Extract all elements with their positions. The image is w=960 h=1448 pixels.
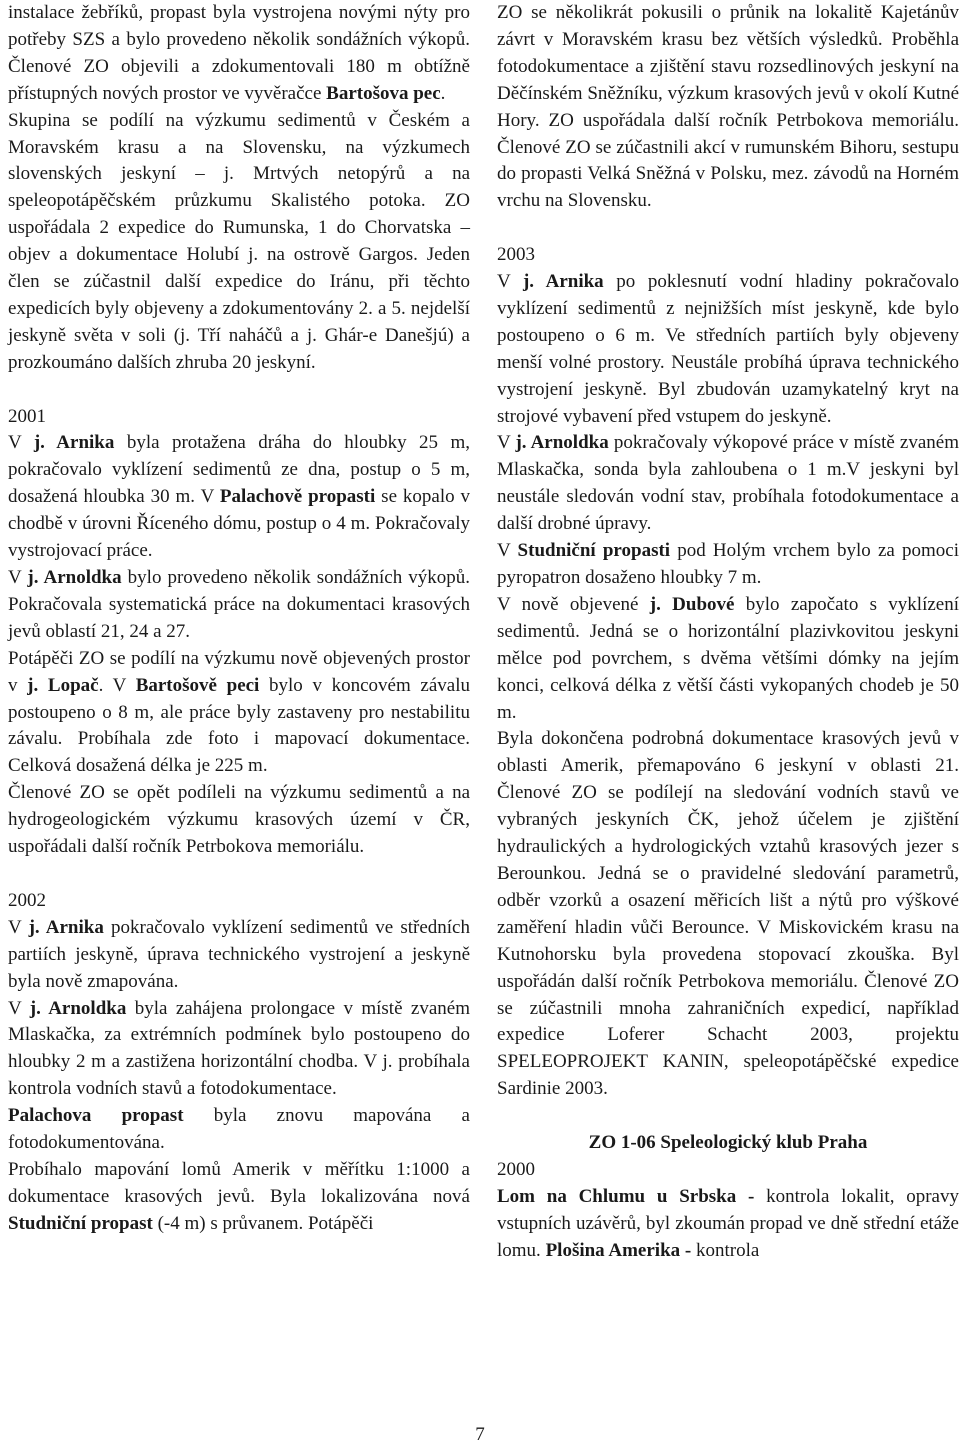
text-run: Skupina se podílí na výzkumu sedimentů v Českém a Moravském krasu a na Slovensku, na výzkumech slovenských jeskyní – j. Mrtvých netopýrů a na speleopotápěčském průzkumu Skalistého potoka. ZO uspořádala 2 expedice do Rumunska, 1 do Chorvatska – objev a dokumentace Holubí j. na ostrově Gargos. Jeden člen se zúčastnil další expedice do Iránu, při těchto expedicích byly objeveny a zdokumentovány 2. a 5. nejdelší jeskyně světa v soli (j. Tří naháčů a j. Ghár-e Danešjú) a prozkoumáno dalších zhruba 20 jeskyní. <box>8 109 470 373</box>
bold-term: j. Arnika <box>28 916 104 938</box>
bold-term: Palachova propast <box>8 1105 184 1127</box>
text-run: . <box>440 82 446 104</box>
bold-term: Bartošova pec <box>326 82 441 104</box>
paragraph <box>8 780 470 861</box>
bold-term: j. Dubové <box>649 593 735 615</box>
text-run: bylo započato s vyklízení sedimentů. Jedná se o horizontální plazivkovitou jeskyni mělce pod povrchem, s dvěma většími dómky na jejím konci, celková délka z větší části vykopaných chodeb je 50 m. <box>497 593 960 723</box>
text-run: byla protažena dráha do hloubky 25 m, pokračovalo vyklízení sedimentů ze dna, postup o 5 m, dosažená hloubka 30 m. V <box>8 432 470 508</box>
text-run: instalace žebříků, propast byla vystrojena novými nýty pro potřeby SZS a bylo provedeno několik sondážních výkopů. Členové ZO objevili a zdokumentovali 180 m obtížně přístupných nových prostor ve vyvěračce <box>8 2 470 104</box>
spacer <box>8 377 470 404</box>
text-run: pokračovalo vyklízení sedimentů ve středních partiích jeskyně, úprava technického vystrojení a jeskyně byla nově zmapována. <box>8 916 470 992</box>
paragraph <box>497 592 959 727</box>
text-run: V <box>497 540 518 562</box>
bold-term: Bartošově peci <box>135 674 260 696</box>
paragraph <box>8 646 470 781</box>
spacer <box>497 215 959 242</box>
text-run: V <box>497 432 516 454</box>
paragraph <box>8 430 470 565</box>
year-heading: 2002 <box>8 889 46 911</box>
paragraph <box>497 1184 959 1265</box>
bold-term: j. Arnoldka <box>27 567 122 589</box>
paragraph <box>8 1103 470 1157</box>
text-run: V <box>8 916 29 938</box>
section-heading: ZO 1-06 Speleologický klub Praha <box>588 1132 868 1154</box>
text-run: po poklesnutí vodní hladiny pokračovalo vyklízení sedimentů z nejnižších míst jeskyně, kde bylo postoupeno o 6 m. Ve středních partiích byly objeveny menší volné prostory. Neustále probíhá úprava technického vystrojení jeskyně. Byl zbudován uzamykatelný kryt na strojové vybavení před vstupem do jeskyně. <box>497 271 959 427</box>
text-run: bylo v koncovém závalu postoupeno o 8 m, ale práce byly zastaveny pro nestabilitu závalu. Probíhala zde foto i mapovací dokumentace. Celková dosažená délka je 225 m. <box>8 674 470 777</box>
bold-term: j. Arnoldka <box>515 432 609 454</box>
spacer <box>8 861 470 888</box>
paragraph <box>497 0 959 215</box>
text-run: V <box>8 567 28 589</box>
paragraph <box>8 108 470 377</box>
text-run: bylo provedeno několik sondážních výkopů. Pokračovala systematická práce na dokumentaci krasových jevů oblastí 21, 24 a 27. <box>8 567 470 642</box>
paragraph <box>497 269 959 430</box>
text-run: . V <box>98 674 136 696</box>
paragraph <box>8 915 470 996</box>
paragraph <box>497 726 959 1103</box>
text-run: se kopalo v chodbě v úrovni Říceného dómu, postup o 4 m. Pokračovaly vystrojovací práce. <box>8 486 471 562</box>
bold-term: j. Lopač <box>27 674 99 696</box>
page-number: 7 <box>475 1424 485 1445</box>
text-run: V nově objevené <box>497 593 650 615</box>
text-run: kontrola lokalit, opravy vstupních uzávěrů, byl zkoumán propad ve dně střední etáže lomu. <box>497 1185 959 1261</box>
bold-term: Palachově propasti <box>219 486 376 508</box>
text-run: pokračovaly výkopové práce v místě zvaném Mlaskačka, sonda byla zahloubena o 1 m.V jeskyni byl neustále sledován vodní stav, probíhala fotodokumentace a další drobné úpravy. <box>497 432 959 535</box>
text-run: pod Holým vrchem bylo za pomoci pyropatron dosaženo hloubky 7 m. <box>497 540 959 589</box>
spacer <box>497 1103 959 1130</box>
paragraph <box>8 996 470 1104</box>
text-run: Probíhalo mapování lomů Amerik v měřítku 1:1000 a dokumentace krasových jevů. Byla lokalizována nová <box>8 1158 470 1207</box>
year-heading: 2003 <box>497 244 535 266</box>
text-run: byla znovu mapována a fotodokumentována. <box>8 1105 470 1154</box>
left-column <box>8 0 470 1238</box>
bold-term: j. Arnika <box>522 271 604 293</box>
bold-term: Lom na Chlumu u Srbska - <box>497 1185 755 1207</box>
bold-term: Studniční propast <box>8 1212 153 1234</box>
paragraph <box>497 430 959 538</box>
paragraph <box>8 0 470 108</box>
right-column <box>497 0 959 1265</box>
text-run: kontrola <box>691 1239 760 1261</box>
text-run: Členové ZO se opět podíleli na výzkumu sedimentů a na hydrogeologickém výzkumu krasových území v ČR, uspořádali další ročník Petrbokova memoriálu. <box>8 782 470 858</box>
paragraph <box>497 538 959 592</box>
text-run: byla zahájena prolongace v místě zvaném Mlaskačka, za extrémních podmínek bylo postoupeno do hloubky 2 m a zastižena horizontální chodba. V j. probíhala kontrola vodních stavů a fotodokumentace. <box>8 997 470 1100</box>
text-run: Potápěči ZO se podílí na výzkumu nově objevených prostor v <box>8 647 470 696</box>
text-run: (-4 m) s průvanem. Potápěči <box>152 1212 374 1234</box>
text-run: Byla dokončena podrobná dokumentace krasových jevů v oblasti Amerik, přemapováno 6 jeskyní v oblasti 21. Členové ZO se podílejí na sledování vodních stavů ve vybraných jeskyních ČK, jehož účelem je zjištění hydraulických a hydrologických vztahů krasových jezer s Berounkou. Jedná se o pravidelné sledování parametrů, odběr vzorků a osazení měřicích lišt a nýtů pro výškové zaměření hladin vůči Berounce. V Miskovickém krasu na Kutnohorsku byla provedena stopovací zkouška. Byl uspořádán další ročník Petrbokova memoriálu. Členové ZO se zúčastnili mnoha zahraničních expedicí, například expedice Loferer Schacht 2003, projektu SPELEOPROJEKT KANIN, speleopotápěčské expedice Sardinie 2003. <box>497 728 959 1100</box>
text-run: V <box>8 997 30 1019</box>
paragraph <box>8 565 470 646</box>
text-run: V <box>497 271 523 293</box>
bold-term: Studniční propasti <box>517 540 671 562</box>
text-run: ZO se několikrát pokusili o průnik na lokalitě Kajetánův závrt v Moravském krasu bez větších výsledků. Proběhla fotodokumentace a zjištění stavu rozsedlinových jeskyní na Děčínském Sněžníku, výzkum krasových jevů v okolí Kutné Hory. ZO uspořádala další ročník Petrbokova memoriálu. Členové ZO se zúčastnili akcí v rumunském Bihoru, sestupu do propasti Velká Sněžná v Polsku, mez. závodů na Horném vrchu na Slovensku. <box>497 2 959 212</box>
year-heading: 2001 <box>8 405 46 427</box>
bold-term: j. Arnika <box>33 432 115 454</box>
year-heading: 2000 <box>497 1158 535 1180</box>
text-run: V <box>8 432 34 454</box>
paragraph <box>8 1157 470 1238</box>
bold-term: Plošina Amerika - <box>545 1239 692 1261</box>
bold-term: j. Arnoldka <box>29 997 127 1019</box>
